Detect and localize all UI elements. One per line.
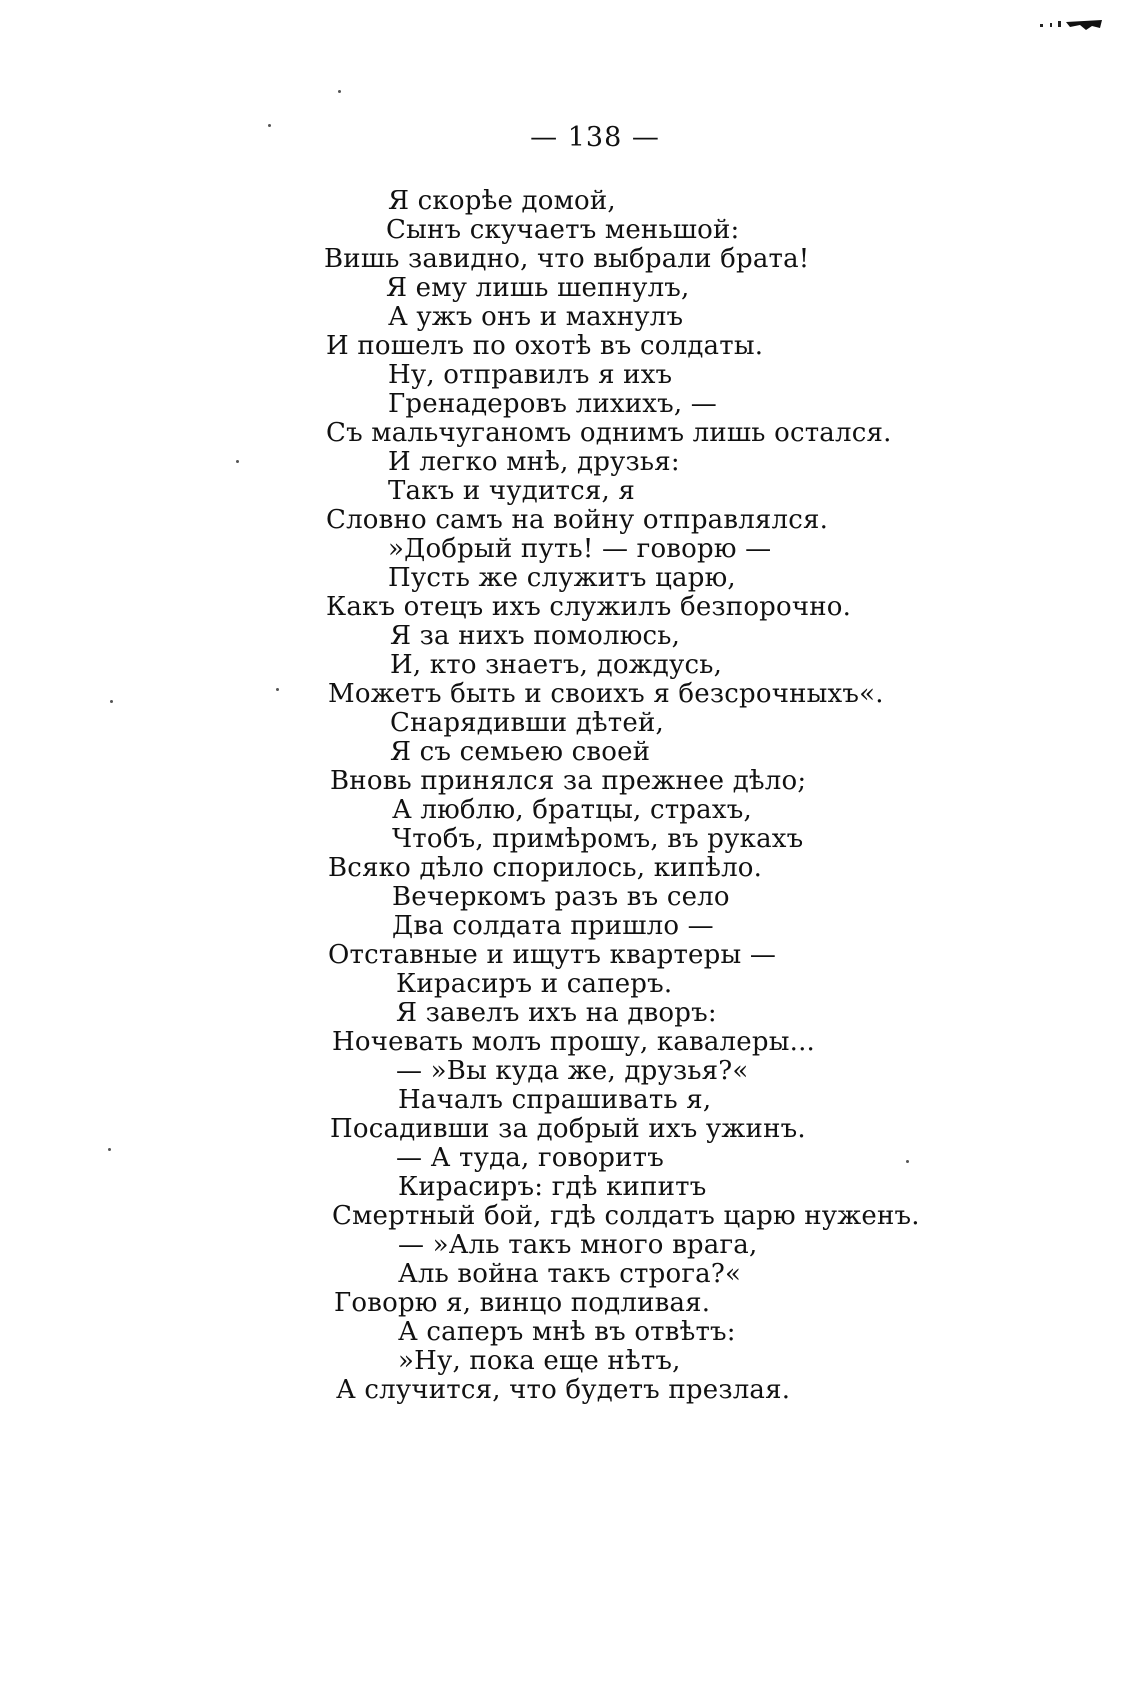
poem-line: Я за нихъ помолюсь,: [390, 621, 681, 651]
poem-line: Я съ семьею своей: [390, 737, 651, 767]
poem-line: Началъ спрашивать я,: [398, 1085, 712, 1115]
paper-speck: [906, 1160, 909, 1163]
paper-speck: [108, 1148, 111, 1151]
poem-line: Отставные и ищутъ квартеры —: [328, 940, 777, 970]
poem-line: Посадивши за добрый ихъ ужинъ.: [330, 1114, 806, 1144]
paper-speck: [268, 124, 271, 127]
poem-line: Какъ отецъ ихъ служилъ безпорочно.: [326, 592, 852, 622]
poem-line: И легко мнѣ, друзья:: [388, 447, 680, 477]
poem-line: Ну, отправилъ я ихъ: [388, 360, 673, 390]
poem-line: Ночевать молъ прошу, кавалеры...: [332, 1027, 815, 1057]
poem-line: Сынъ скучаетъ меньшой:: [386, 215, 740, 245]
page-number: — 138 —: [530, 122, 660, 153]
poem-line: Вечеркомъ разъ въ село: [392, 882, 730, 912]
poem-line: А люблю, братцы, страхъ,: [392, 795, 752, 825]
paper-speck: [236, 460, 239, 463]
poem-line: И пошелъ по охотѣ въ солдаты.: [326, 331, 764, 361]
poem-line: Я скорѣе домой,: [388, 186, 616, 216]
poem-line: Два солдата пришло —: [392, 911, 714, 941]
poem-line: Кирасиръ и саперъ.: [396, 969, 673, 999]
poem-line: Я ему лишь шепнулъ,: [386, 273, 690, 303]
poem-line: А ужъ онъ и махнулъ: [388, 302, 684, 332]
poem-line: Словно самъ на войну отправлялся.: [326, 505, 829, 535]
poem-line: Пусть же служитъ царю,: [388, 563, 736, 593]
poem-line: Чтобъ, примѣромъ, въ рукахъ: [392, 824, 804, 854]
poem-line: — А туда, говоритъ: [396, 1143, 665, 1173]
poem-line: Съ мальчуганомъ однимъ лишь остался.: [326, 418, 892, 448]
poem-line: Вишь завидно, что выбрали брата!: [324, 244, 810, 274]
poem-line: Гренадеровъ лихихъ, —: [388, 389, 717, 419]
poem-line: Я завелъ ихъ на дворъ:: [396, 998, 717, 1028]
paper-speck: [110, 700, 113, 703]
corner-ink-mark: [1040, 18, 1104, 32]
poem-line: Аль война такъ строга?«: [398, 1259, 742, 1289]
paper-speck: [338, 90, 341, 93]
poem-line: — »Вы куда же, друзья?«: [396, 1056, 749, 1086]
poem-line: — »Аль такъ много врага,: [398, 1230, 758, 1260]
poem-line: Такъ и чудится, я: [388, 476, 635, 506]
poem-line: Говорю я, винцо подливая.: [334, 1288, 711, 1318]
poem-line: А саперъ мнѣ въ отвѣтъ:: [398, 1317, 736, 1347]
poem-line: Смертный бой, гдѣ солдатъ царю нуженъ.: [332, 1201, 920, 1231]
paper-speck: [276, 688, 279, 691]
poem-line: Снарядивши дѣтей,: [390, 708, 664, 738]
poem-line: Кирасиръ: гдѣ кипитъ: [398, 1172, 707, 1202]
poem-line: Всяко дѣло спорилось, кипѣло.: [328, 853, 763, 883]
poem-line: Вновь принялся за прежнее дѣло;: [330, 766, 807, 796]
poem-line: »Добрый путь! — говорю —: [388, 534, 772, 564]
poem-line: Можетъ быть и своихъ я безсрочныхъ«.: [328, 679, 884, 709]
poem-line: И, кто знаетъ, дождусь,: [390, 650, 723, 680]
poem-line: А случится, что будетъ презлая.: [336, 1375, 791, 1405]
poem-line: »Ну, пока еще нѣтъ,: [398, 1346, 681, 1376]
